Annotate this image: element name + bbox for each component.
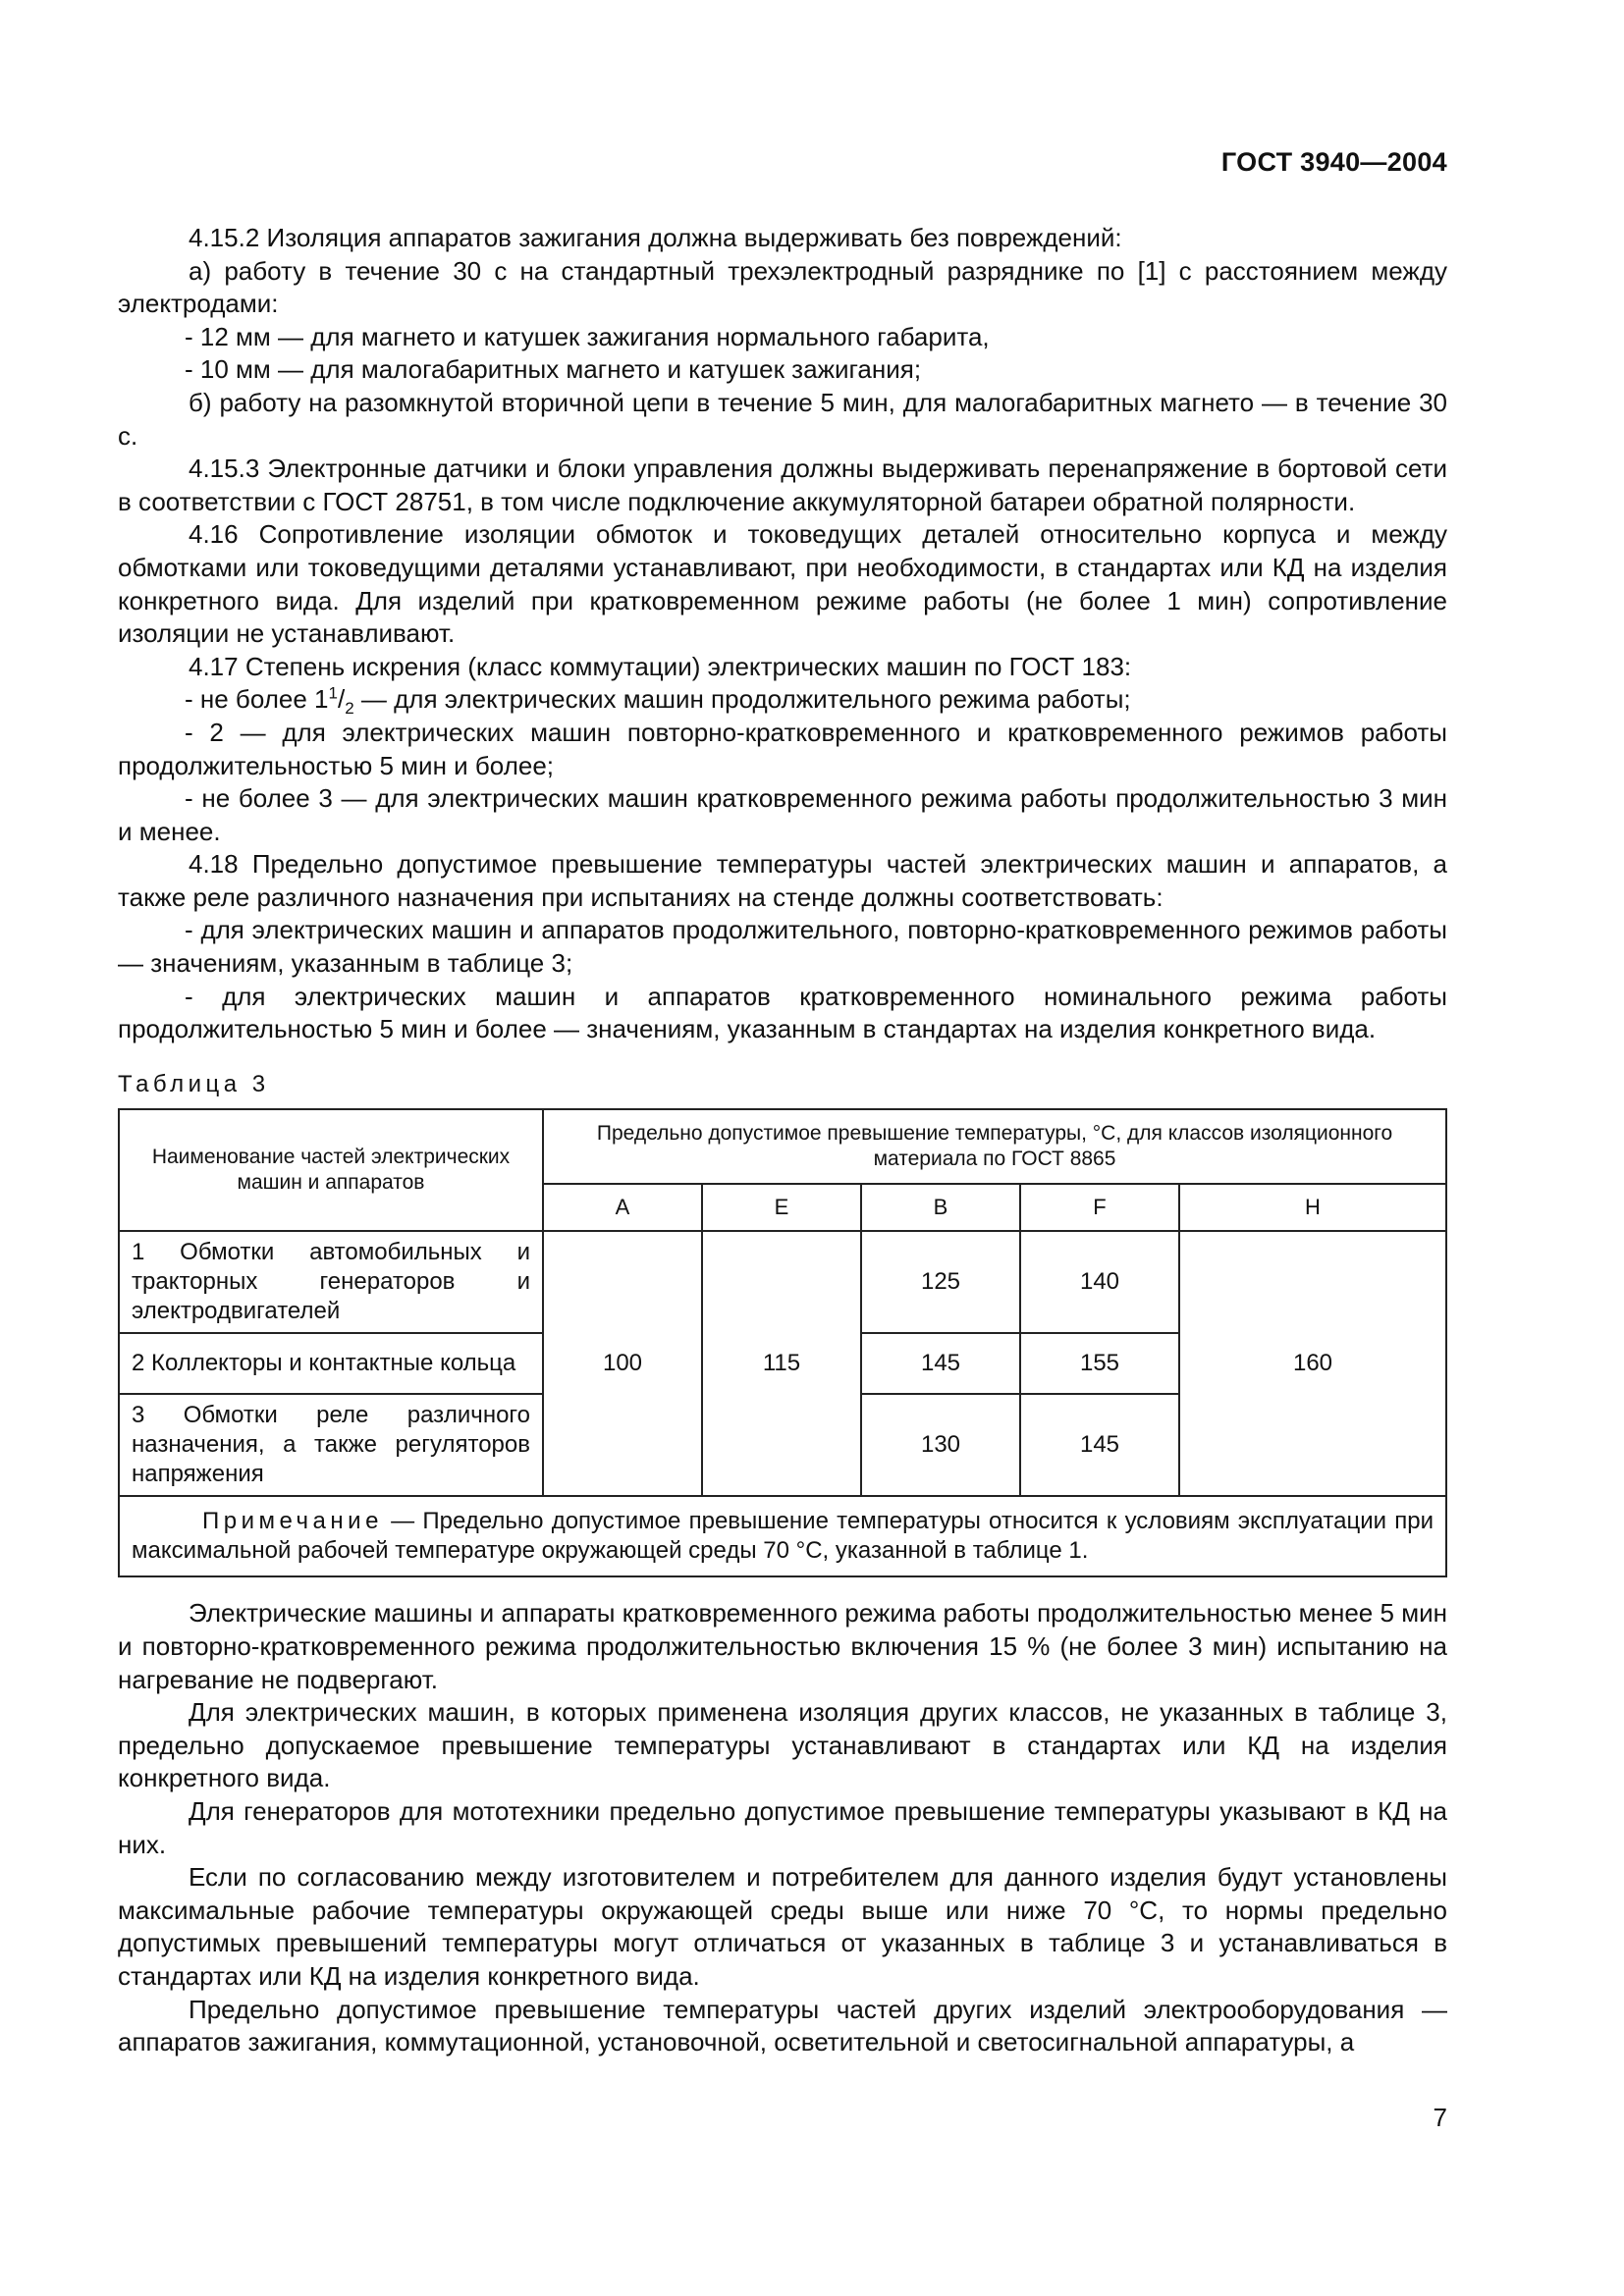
paragraphs-bottom	[118, 1597, 1447, 2058]
col-name-header: Наименование частей электрических машин и аппаратов	[119, 1109, 543, 1231]
table-header-row	[119, 1109, 1446, 1184]
class-header-a: А	[543, 1184, 702, 1231]
paragraph: 4.15.3 Электронные датчики и блоки управления должны выдерживать перенапряжение в бортовой сети в соответствии с ГОСТ 28751, в том числе подключение аккумуляторной батареи обратной полярности.	[118, 454, 1447, 516]
paragraph: - для электрических машин и аппаратов продолжительного, повторно-кратковременного режимов работы — значениям, указанным в таблице 3;	[118, 915, 1447, 979]
value-class-h: 160	[1179, 1231, 1446, 1496]
value-class-b: 145	[861, 1333, 1020, 1394]
class-header-b: В	[861, 1184, 1020, 1231]
document-body	[118, 222, 1447, 2059]
page-number: 7	[1433, 2103, 1447, 2132]
value-class-f: 145	[1020, 1394, 1179, 1496]
row-name: 3 Обмотки реле различного назначения, а также регуляторов напряжения	[119, 1394, 543, 1496]
paragraph: 4.18 Предельно допустимое превышение температуры частей электрических машин и аппаратов, а также реле различного назначения при испытаниях на стенде должны соответствовать:	[118, 849, 1447, 912]
document-header: ГОСТ 3940—2004	[1220, 147, 1447, 177]
value-class-e: 115	[702, 1231, 861, 1496]
temperature-rise-table	[118, 1108, 1447, 1577]
table-caption: Таблица 3	[118, 1070, 270, 1097]
group-header: Предельно допустимое превышение температуры, °С, для классов изоляционного материала по ГОСТ 8865	[543, 1109, 1446, 1184]
paragraph: - 2 — для электрических машин повторно-кратковременного и кратковременного режимов работы продолжительностью 5 мин и более;	[118, 717, 1447, 780]
paragraphs-mid	[118, 717, 1447, 1046]
row-name: 1 Обмотки автомобильных и тракторных генераторов и электродвигателей	[119, 1231, 543, 1333]
paragraph: 4.15.2 Изоляция аппаратов зажигания должна выдерживать без повреждений:	[189, 223, 1122, 252]
value-class-b: 130	[861, 1394, 1020, 1496]
paragraph: 4.16 Сопротивление изоляции обмоток и токоведущих деталей относительно корпуса и между обмотками или токоведущими деталями устанавливают, при необходимости, в стандартах или КД на изделия конкретного вида. Для изделий при кратковременном режиме работы (не более 1 мин) сопротивление изоляции не устанавливают.	[118, 519, 1447, 649]
table-note-row	[119, 1496, 1446, 1576]
paragraph: Для электрических машин, в которых применена изоляция других классов, не указанных в таблице 3, предельно допускаемое превышение температуры устанавливают в стандартах или КД на изделия конкретного вида.	[118, 1697, 1447, 1793]
paragraph: - не более 3 — для электрических машин кратковременного режима работы продолжительностью 3 мин и менее.	[118, 783, 1447, 846]
fraction-list-item: - не более $1^1/_2$ — для электрических машин продолжительного режима работы;	[185, 683, 1131, 719]
value-class-f: 140	[1020, 1231, 1179, 1333]
paragraph: - для электрических машин и аппаратов кратковременного номинального режима работы продолжительностью 5 мин и более — значениям, указанным в стандартах на изделия конкретного вида.	[118, 981, 1447, 1044]
paragraph: 4.17 Степень искрения (класс коммутации) электрических машин по ГОСТ 183:	[189, 651, 1132, 681]
paragraph: - 12 мм — для магнето и катушек зажигания нормального габарита,	[185, 321, 990, 351]
value-class-f: 155	[1020, 1333, 1179, 1394]
note-label: Примечание	[202, 1508, 383, 1535]
class-header-h: Н	[1179, 1184, 1446, 1231]
value-class-b: 125	[861, 1231, 1020, 1333]
paragraph: Для генераторов для мототехники предельно допустимое превышение температуры указывают в КД на них.	[118, 1796, 1447, 1859]
paragraphs-top	[118, 222, 1447, 683]
paragraph: а) работу в течение 30 с на стандартный трехэлектродный разряднике по [1] с расстоянием между электродами:	[118, 255, 1447, 319]
paragraph: - 10 мм — для малогабаритных магнето и катушек зажигания;	[185, 354, 922, 385]
class-header-e: Е	[702, 1184, 861, 1231]
paragraph: Предельно допустимое превышение температуры частей других изделий электрооборудования — аппаратов зажигания, коммутационной, установочной, осветительной и светосигнальной аппаратуры, а	[118, 1994, 1447, 2057]
paragraph: Электрические машины и аппараты кратковременного режима работы продолжительностью менее 5 мин и повторно-кратковременного режима продолжительностью включения 15 % (не более 3 мин) испытанию на нагревание не подвергают.	[118, 1598, 1447, 1694]
class-header-f: F	[1020, 1184, 1179, 1231]
paragraph: Если по согласованию между изготовителем и потребителем для данного изделия будут установлены максимальные рабочие температуры окружающей среды выше или ниже 70 °С, то нормы предельно допустимых превышений температуры могут отличаться от указанных в таблице 3 и устанавливаться в стандартах или КД на изделия конкретного вида.	[118, 1862, 1447, 1991]
row-name: 2 Коллекторы и контактные кольца	[119, 1333, 543, 1394]
paragraph: б) работу на разомкнутой вторичной цепи в течение 5 мин, для малогабаритных магнето — в течение 30 с.	[118, 387, 1447, 451]
table-note	[119, 1496, 1446, 1576]
note-text: — Предельно допустимое превышение температуры относится к условиям эксплуатации при максимальной рабочей температуре окружающей среды 70 °С, указанной в таблице 1.	[132, 1508, 1434, 1565]
table-row	[119, 1231, 1446, 1333]
value-class-a: 100	[543, 1231, 702, 1496]
